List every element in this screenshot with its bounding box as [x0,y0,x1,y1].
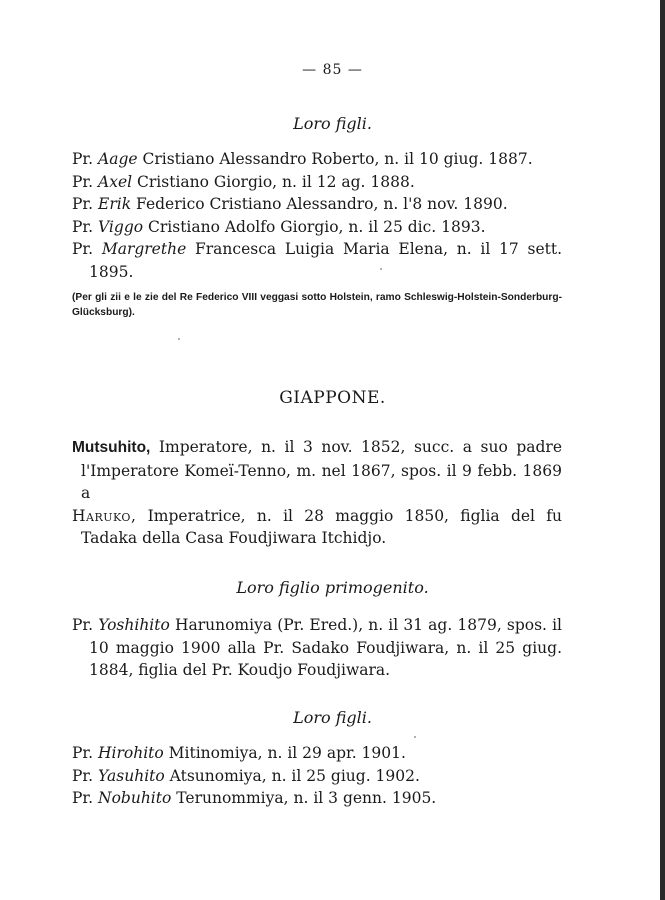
page-number: — 85 — [302,62,363,78]
prince-name: Yasuhito [98,766,165,785]
empress-entry: Haruko, Imperatrice, n. il 28 maggio 1850, figlia del fu Tadaka della Casa Foudjiwara Itchidjo. [72,506,562,547]
emperor-name: Mutsuhito, [72,439,151,456]
prince-name: Axel [98,172,133,191]
prince-name: Erik [98,195,132,213]
prince-name: Viggo [98,217,144,236]
prince-name: Aage [98,150,138,168]
footnote: (Per gli zii e le zie del Re Federico VIII veggasi sotto Holstein, ramo Schleswig-Holstein-Sonderburg-Glücksburg). [72,292,562,318]
emperor-entry: Mutsuhito, Imperatore, n. il 3 nov. 1852, succ. a suo padre l'Imperatore Komeï-Tenno, m. nel 1867, spos. il 9 febb. 1869 a [72,438,562,502]
sovereigns-block [72,436,562,550]
children-list-japan [72,742,562,810]
heir-block [72,614,562,682]
empress-name: Haruko, [72,506,137,525]
section-heading-loro-figli-2: Loro figli. [293,708,372,727]
section-heading-primogenito: Loro figlio primogenito. [236,578,429,597]
scan-speck [178,338,180,340]
list-item: Pr. Viggo Cristiano Adolfo Giorgio, n. il 25 dic. 1893. [72,217,486,236]
heir-entry: Pr. Yoshihito Harunomiya (Pr. Ered.), n. il 31 ag. 1879, spos. il 10 maggio 1900 alla Pr. Sadako Foudjiwara, n. il 25 giug. 1884, figlia del Pr. Koudjo Foudjiwara. [72,616,562,679]
country-heading: GIAPPONE. [279,388,386,408]
prince-name: Margrethe [101,240,187,258]
list-item: Pr. Erik Federico Cristiano Alessandro, n. l'8 nov. 1890. [72,195,508,213]
scan-edge [660,0,665,900]
prince-name: Yoshihito [98,616,170,634]
list-item: Pr. Axel Cristiano Giorgio, n. il 12 ag. 1888. [72,172,415,191]
list-item: Pr. Hirohito Mitinomiya, n. il 29 apr. 1901. [72,744,406,762]
prince-name: Hirohito [98,744,164,762]
children-list-denmark [72,148,562,283]
prince-name: Nobuhito [98,789,172,807]
list-item: Pr. Yasuhito Atsunomiya, n. il 25 giug. 1902. [72,766,420,785]
list-item: Pr. Aage Cristiano Alessandro Roberto, n. il 10 giug. 1887. [72,150,533,168]
list-item: Pr. Margrethe Francesca Luigia Maria Elena, n. il 17 sett. 1895. [72,240,562,281]
scan-speck [380,268,382,270]
scan-speck [414,736,416,738]
section-heading-loro-figli: Loro figli. [293,114,372,133]
list-item: Pr. Nobuhito Terunommiya, n. il 3 genn. 1905. [72,789,437,807]
